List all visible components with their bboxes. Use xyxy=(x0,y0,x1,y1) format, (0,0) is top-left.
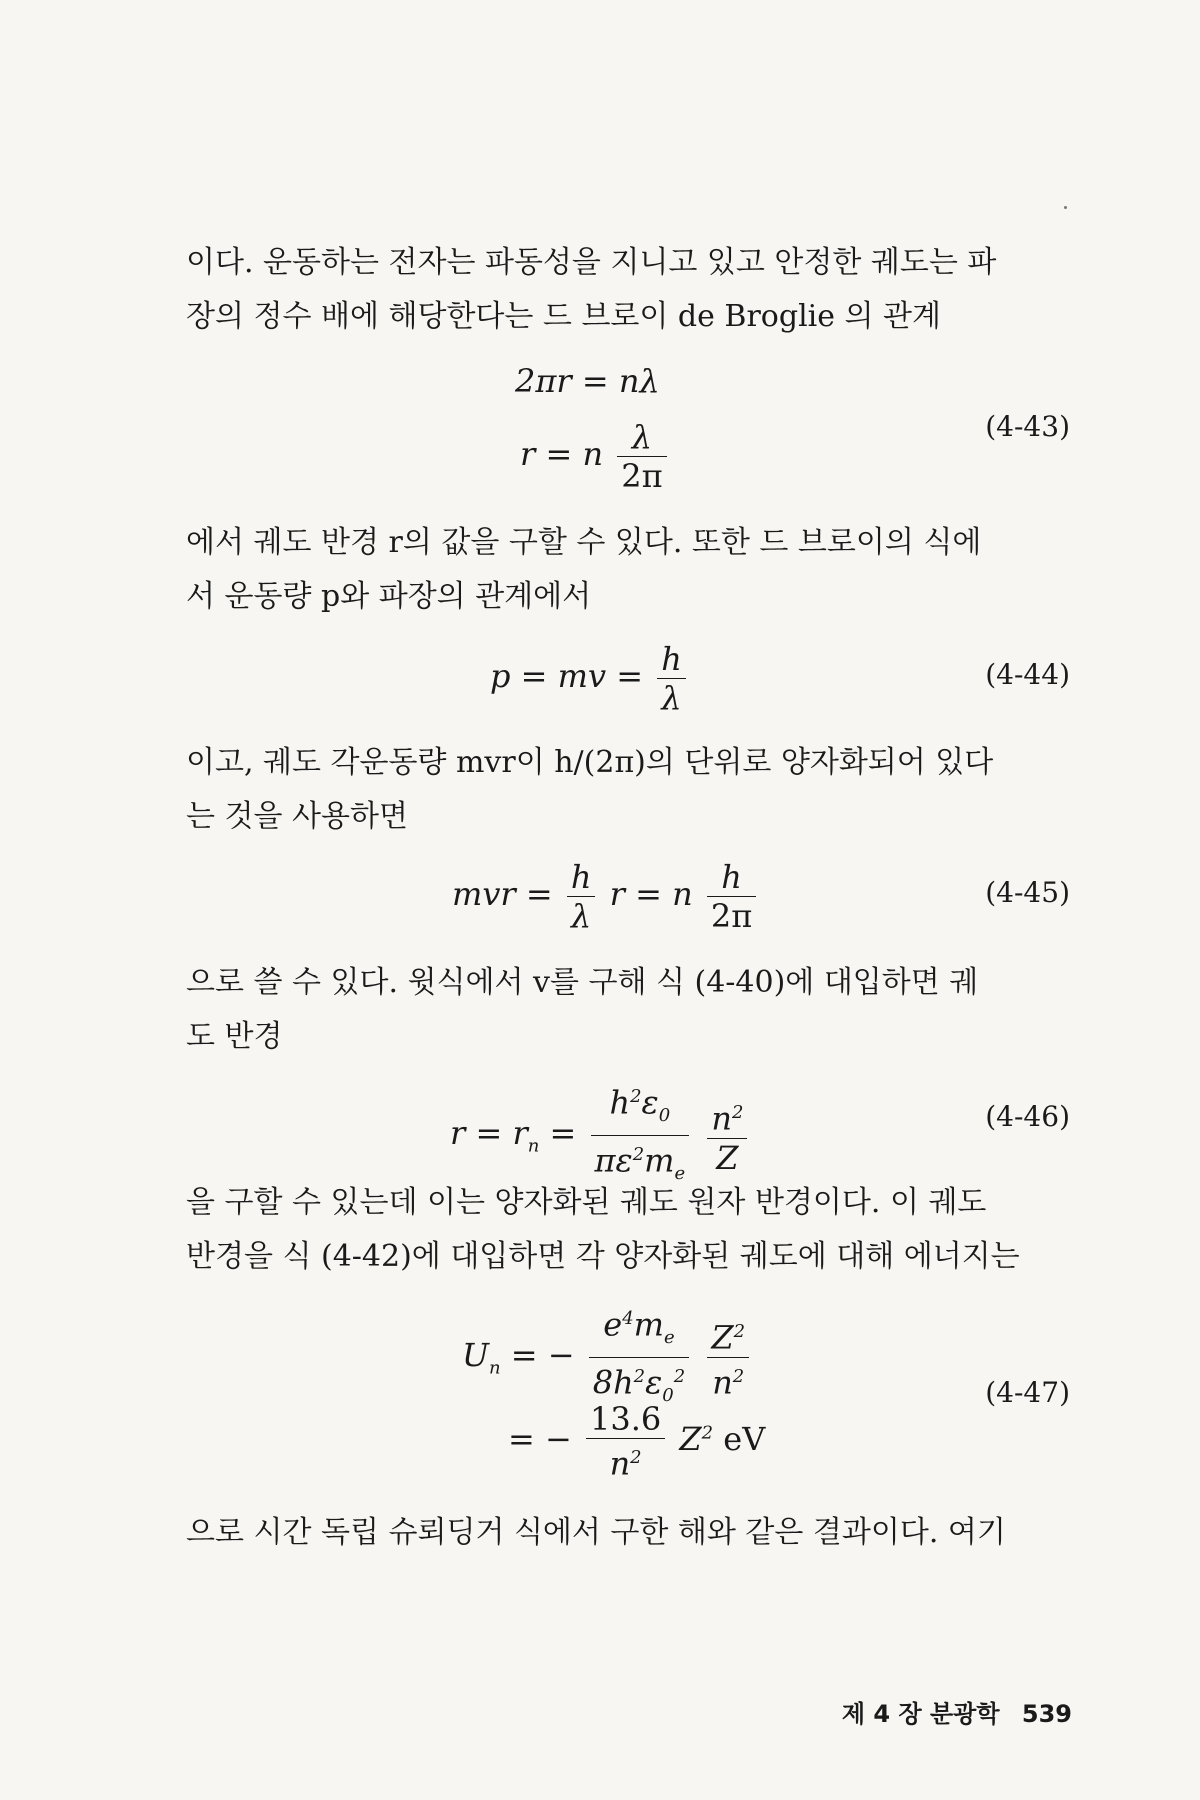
text-line: 도 반경 xyxy=(186,1019,283,1054)
chapter-title: 제 4 장 분광학 xyxy=(841,1700,1000,1728)
denominator: λ xyxy=(661,679,682,717)
fraction xyxy=(617,418,666,495)
paragraph-2 xyxy=(186,516,1070,624)
denominator: $8h^2\varepsilon_0^2$ xyxy=(592,1363,686,1407)
denominator: $\pi\varepsilon^2m_e$ xyxy=(594,1141,686,1185)
eq-text: $Z^2$ xyxy=(679,1419,714,1458)
fraction xyxy=(586,1400,665,1483)
eq-text: U xyxy=(462,1336,489,1375)
numerator: h xyxy=(707,858,756,897)
eq-text: = − xyxy=(510,1336,575,1375)
numerator: λ xyxy=(617,418,666,457)
denominator: $n^2$ xyxy=(609,1444,642,1483)
eq-text: r = n xyxy=(520,435,604,473)
equation-4-43-line1: 2πr = nλ xyxy=(515,362,660,400)
fraction xyxy=(707,858,756,935)
paragraph-1 xyxy=(186,236,1070,344)
text-line: 으로 시간 독립 슈뢰딩거 식에서 구한 해와 같은 결과이다. 여기 xyxy=(186,1515,1006,1550)
subscript: n xyxy=(488,1357,501,1379)
fraction xyxy=(657,640,686,717)
numerator: h xyxy=(567,858,596,897)
text-line: 에서 궤도 반경 r의 값을 구할 수 있다. 또한 드 브로이의 식에 xyxy=(186,525,982,560)
denominator: Z xyxy=(716,1138,739,1177)
text-line: 서 운동량 p와 파장의 관계에서 xyxy=(186,579,592,614)
numerator: $Z^2$ xyxy=(707,1313,749,1358)
fraction xyxy=(567,858,596,935)
equation-label: (4-45) xyxy=(985,876,1070,909)
fraction xyxy=(589,1300,690,1415)
denominator: λ xyxy=(571,897,592,935)
numerator: h xyxy=(657,640,686,679)
text-line: 반경을 식 (4-42)에 대입하면 각 양자화된 궤도에 대해 에너지는 xyxy=(186,1239,1020,1274)
eq-text: eV xyxy=(723,1419,766,1458)
equation-4-47-line1 xyxy=(462,1300,753,1415)
eq-text: r = n xyxy=(609,875,693,913)
eq-text: mvr = xyxy=(452,875,553,913)
numerator: $n^2$ xyxy=(707,1094,747,1139)
text-line: 을 구할 수 있는데 이는 양자화된 궤도 원자 반경이다. 이 궤도 xyxy=(186,1185,987,1220)
eq-text: = xyxy=(549,1114,577,1153)
page-number: 539 xyxy=(1021,1700,1072,1728)
numerator: $e^4m_e$ xyxy=(589,1300,690,1358)
text-line: 이고, 궤도 각운동량 mvr이 h/(2π)의 단위로 양자화되어 있다 xyxy=(186,745,994,780)
paragraph-4 xyxy=(186,956,1070,1064)
eq-text: = − xyxy=(508,1419,572,1458)
paragraph-5 xyxy=(186,1176,1070,1284)
fraction xyxy=(707,1094,747,1177)
equation-label: (4-43) xyxy=(985,410,1070,443)
subscript: n xyxy=(527,1135,540,1157)
text-line: 는 것을 사용하면 xyxy=(186,799,408,834)
eq-text: p = mv = xyxy=(490,657,644,695)
denominator: 2π xyxy=(710,897,753,935)
speck xyxy=(1064,206,1067,209)
numerator: $h^2\varepsilon_0$ xyxy=(591,1078,690,1136)
eq-text: r = r xyxy=(450,1114,528,1153)
equation-4-43-line2 xyxy=(520,418,671,495)
numerator: 13.6 xyxy=(586,1400,665,1439)
fraction xyxy=(707,1313,749,1401)
equation-label: (4-46) xyxy=(985,1100,1070,1133)
text-line: 이다. 운동하는 전자는 파동성을 지니고 있고 안정한 궤도는 파 xyxy=(186,245,997,280)
text-line: 장의 정수 배에 해당한다는 드 브로이 de Broglie 의 관계 xyxy=(186,299,942,334)
paragraph-3 xyxy=(186,736,1070,844)
equation-4-45 xyxy=(452,858,760,935)
equation-label: (4-44) xyxy=(985,658,1070,691)
equation-4-44 xyxy=(490,640,690,717)
text-line: 으로 쓸 수 있다. 윗식에서 v를 구해 식 (4-40)에 대입하면 궤 xyxy=(186,965,979,1000)
equation-label: (4-47) xyxy=(985,1376,1070,1409)
equation-4-47-line2 xyxy=(508,1400,765,1483)
denominator: $n^2$ xyxy=(712,1363,745,1402)
page-footer xyxy=(842,1694,1072,1729)
denominator: 2π xyxy=(621,457,663,495)
paragraph-6 xyxy=(186,1506,1070,1560)
